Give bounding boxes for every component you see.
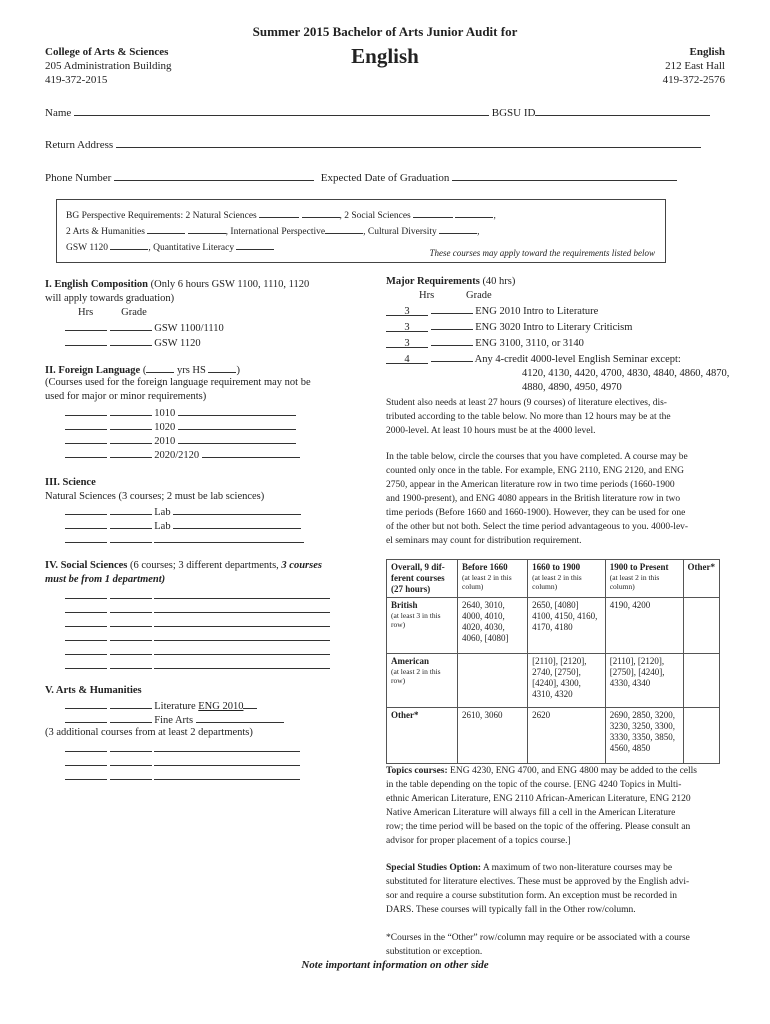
science-row: Lab xyxy=(65,518,301,534)
science-text: Natural Sciences (3 courses; 2 must be lab sciences) xyxy=(45,491,265,502)
name-label: Name xyxy=(45,107,72,119)
table-header-cell: 1900 to Present (at least 2 in this column) xyxy=(605,560,683,598)
science-row: Lab xyxy=(65,504,301,520)
right-column: Major Requirements (40 hrs) Hrs Grade 3 ENG 2010 Intro to Literature 3 ENG 3020 Intro to Literary Criticism 3 ENG 3100, 3110, or 3140 4 Any 4-credit 4000-level English Seminar except: 4120, 4130, 4420, 4700, 4830, 4840, 4860, 4870, 4880, 4890, 4950, 4970 xyxy=(386,275,736,395)
return-address-label: Return Address xyxy=(45,139,114,151)
table-header-cell: Before 1660 (at least 2 in this colum) xyxy=(458,560,528,598)
arts-row xyxy=(65,769,300,785)
bgsu-id-field[interactable] xyxy=(535,105,710,116)
foreign-language-section: II. Foreign Language ( yrs HS ) xyxy=(45,362,240,378)
lang-row: 1010 xyxy=(65,405,296,421)
lang-row: 2020/2120 xyxy=(65,447,300,463)
row-label-cell: Other* xyxy=(387,708,458,764)
row-label-cell: American (at least 2 in this row) xyxy=(387,654,458,708)
table-cell[interactable]: 2640, 3010, 4000, 4010, 4020, 4030, 4060, [4080] xyxy=(458,598,528,654)
return-address-field[interactable] xyxy=(116,137,701,148)
table-row xyxy=(387,654,720,708)
bg-line-3: GSW 1120 , Quantitative Literacy xyxy=(66,239,496,255)
table-header-cell: 1660 to 1900 (at least 2 in this column) xyxy=(528,560,606,598)
table-cell[interactable] xyxy=(683,654,720,708)
left-column: I. English Composition (Only 6 hours GSW 1100, 1110, 1120 will apply towards graduation) Hrs Grade GSW 1100/1110 GSW 1120 II. Foreign Language ( yrs HS ) (Courses used for the foreign language requirement may not be used for major or minor requirements) 1010 1020 2010 2020/2120 III. Science Natural Sciences (3 courses; 2 must be lab sciences) Lab Lab IV. Social Sciences (6 courses; 3 different departments, 3 courses must be from 1 department) V. Arts & Humanities Literature ENG 2010 Fine Arts (3 additional courses from at least 2 departments) xyxy=(45,278,365,798)
english-composition-section: I. English Composition (Only 6 hours GSW 1100, 1110, 1120 will apply towards graduation) xyxy=(45,279,310,304)
arts-note: (3 additional courses from at least 2 departments) xyxy=(45,727,253,738)
table-cell[interactable]: 2650, [4080] 4100, 4150, 4160, 4170, 4180 xyxy=(528,598,606,654)
lang-row: 1020 xyxy=(65,419,296,435)
college-name: College of Arts & Sciences xyxy=(45,46,169,58)
department-info xyxy=(663,45,725,87)
table-row xyxy=(387,708,720,764)
topics-courses-paragraph: Topics courses: ENG 4230, ENG 4700, and ENG 4800 may be added to the cells in the table depending on the topic of the course. [ENG 4240 Topics in Multi- ethnic American Literature, ENG 2110 African-American Literature, ENG 2120 Native American Literature will always fill a cell in the American Literature row; the time period will be based on the topic of the offering. Please consult an advisor for proper placement of a topics course.] xyxy=(386,766,697,846)
table-cell[interactable]: 2610, 3060 xyxy=(458,708,528,764)
bgsu-id-label: BGSU ID xyxy=(491,107,536,119)
distribution-table xyxy=(386,559,720,764)
bg-line-1: BG Perspective Requirements: 2 Natural Sciences , 2 Social Sciences , xyxy=(66,207,496,223)
department-address: 212 East Hall xyxy=(665,60,725,72)
table-cell[interactable] xyxy=(683,708,720,764)
college-info xyxy=(45,45,172,87)
special-studies-paragraph: Special Studies Option: A maximum of two non-literature courses may be substituted for literature electives. These must be approved by the English advi- sor and require a course substitution form. An exception must be recorded in DARS. These courses will typically fall in the Other row/column. xyxy=(386,863,690,915)
major-title: English xyxy=(351,44,419,68)
social-row xyxy=(65,658,330,674)
row-label-cell: British (at least 3 in this row) xyxy=(387,598,458,654)
table-cell[interactable]: [2110], [2120], 2740, [2750], [4240], 4300, 4310, 4320 xyxy=(528,654,606,708)
audit-title: Summer 2015 Bachelor of Arts Junior Audit for xyxy=(252,24,518,39)
lang-row: 2010 xyxy=(65,433,296,449)
return-address-row xyxy=(45,137,701,152)
table-cell[interactable]: 4190, 4200 xyxy=(605,598,683,654)
table-header-cell: Other* xyxy=(683,560,720,598)
college-phone: 419-372-2015 xyxy=(45,74,108,86)
table-cell[interactable]: 2620 xyxy=(528,708,606,764)
table-header-row xyxy=(387,560,720,598)
table-cell[interactable] xyxy=(683,598,720,654)
table-cell[interactable]: 2690, 2850, 3200, 3230, 3250, 3300, 3330, 3350, 3850, 4560, 4850 xyxy=(605,708,683,764)
table-instructions-paragraph: In the table below, circle the courses that you have completed. A course may be counted only once in the table. For example, ENG 2110, ENG 2120, and ENG 2750, appear in the American literature row in two time periods (1660-1900 and 1900-present), and ENG 4080 appears in the British literature row in two time periods (Before 1660 and 1660-1900). However, they can be used for one of the other but not both. Select the time period advantageous to you. 4000-lev- el seminars may count for distribution requirement. xyxy=(386,452,689,546)
table-header-cell: Overall, 9 dif- ferent courses (27 hours) xyxy=(387,560,458,598)
table-cell[interactable] xyxy=(458,654,528,708)
fine-arts-row: Fine Arts xyxy=(65,712,284,728)
science-title: III. Science xyxy=(45,477,96,488)
grad-date-label: Expected Date of Graduation xyxy=(320,172,450,184)
table-cell[interactable]: [2110], [2120], [2750], [4240], 4330, 4340 xyxy=(605,654,683,708)
name-row xyxy=(45,105,710,120)
phone-row xyxy=(45,170,677,185)
literature-electives-paragraph: Student also needs at least 27 hours (9 courses) of literature electives, dis- tributed according to the table below. No more than 12 hours may be at the 2000-level. At least 10 hours must be at the 4000 level. xyxy=(386,398,671,436)
major-requirements-title: Major Requirements (40 hrs) xyxy=(386,276,516,287)
gsw-row-2: GSW 1120 xyxy=(65,335,201,351)
bg-perspective-box xyxy=(56,199,666,263)
major-req-row: 3 ENG 3100, 3110, or 3140 xyxy=(386,335,736,351)
major-req-row: 3 ENG 2010 Intro to Literature xyxy=(386,303,736,319)
major-req-row: 4 Any 4-credit 4000-level English Seminar except: xyxy=(386,351,736,367)
college-address: 205 Administration Building xyxy=(45,60,172,72)
department-name: English xyxy=(689,46,725,58)
name-field[interactable] xyxy=(74,105,489,116)
arts-humanities-title: V. Arts & Humanities xyxy=(45,685,142,696)
table-row xyxy=(387,598,720,654)
bg-line-2: 2 Arts & Humanities , International Perspective , Cultural Diversity , xyxy=(66,223,496,239)
literature-row: Literature ENG 2010 xyxy=(65,698,257,714)
grad-date-field[interactable] xyxy=(452,170,677,181)
science-row xyxy=(65,532,304,548)
department-phone: 419-372-2576 xyxy=(662,74,725,86)
gsw-row-1: GSW 1100/1110 xyxy=(65,320,224,336)
social-sciences-section: IV. Social Sciences (6 courses; 3 different departments, 3 courses xyxy=(45,560,322,571)
phone-label: Phone Number xyxy=(45,172,112,184)
phone-field[interactable] xyxy=(114,170,314,181)
bg-note: These courses may apply toward the requirements listed below xyxy=(429,248,655,258)
footer-note: Note important information on other side xyxy=(301,959,489,971)
major-req-row: 3 ENG 3020 Intro to Literary Criticism xyxy=(386,319,736,335)
other-note: *Courses in the “Other” row/column may require or be associated with a course substitution or exception. xyxy=(386,933,690,957)
